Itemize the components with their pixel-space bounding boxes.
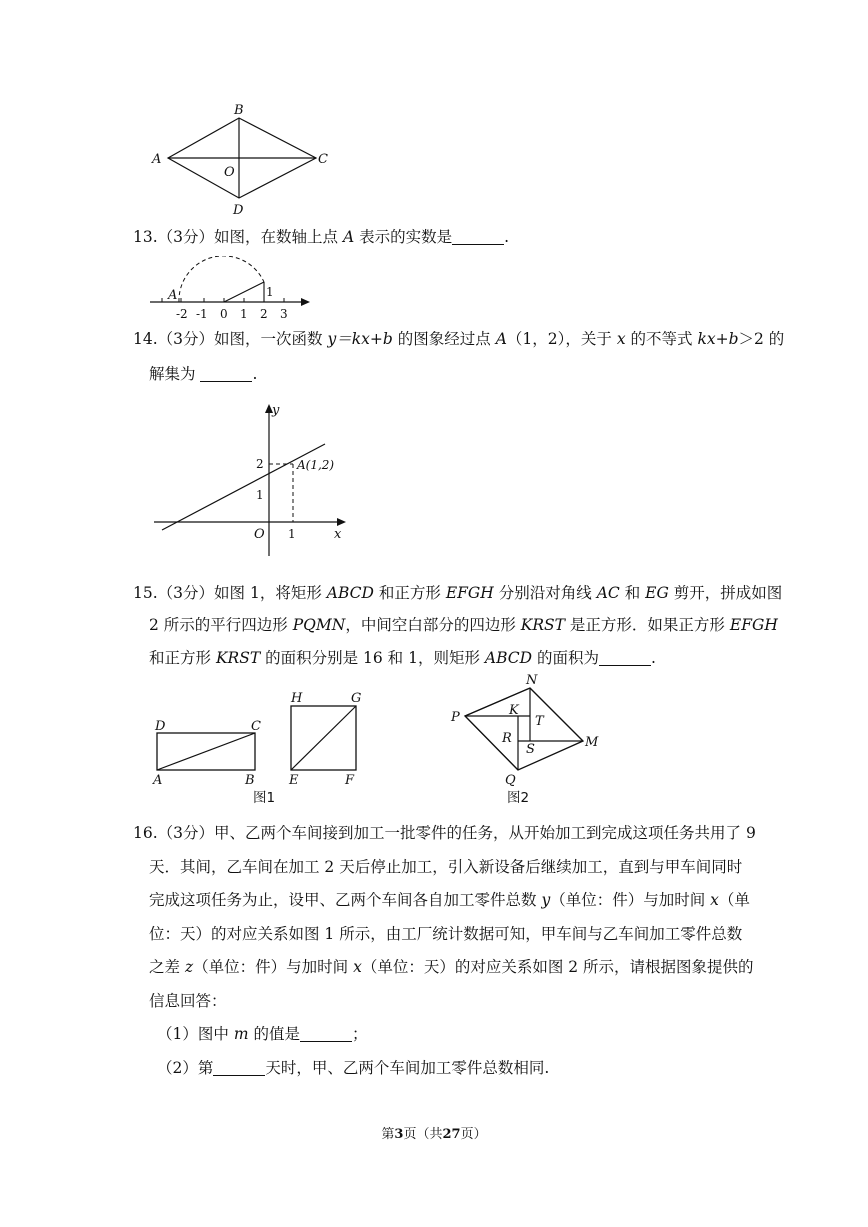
segment-name: AC: [596, 584, 620, 602]
rhombus-figure: [140, 100, 340, 220]
rhombus-label-c: C: [318, 152, 328, 167]
question-text: 解集为: [149, 365, 196, 383]
answer-blank[interactable]: [599, 650, 651, 666]
point-coords: （1，2）: [506, 330, 566, 348]
para-label-m: M: [585, 735, 599, 750]
question-number: 15.: [133, 584, 158, 602]
question-16-line5: [149, 956, 754, 978]
y-tick-label: 2: [256, 457, 264, 471]
question-number: 13.: [133, 228, 158, 246]
rhombus-label-d: D: [233, 203, 244, 218]
square-label-h: H: [291, 691, 303, 706]
question-16-sub2: [157, 1057, 549, 1079]
question-text: 表示的实数是: [359, 228, 453, 246]
tick-label: 0: [220, 307, 228, 320]
question-text: 和: [624, 584, 641, 602]
question-16-line4: [149, 923, 742, 945]
variable: x: [616, 330, 626, 348]
tick-label: 2: [260, 307, 268, 320]
shape-name: ABCD: [484, 649, 533, 667]
answer-blank[interactable]: [213, 1060, 265, 1076]
question-text: 的图象经过点: [397, 330, 491, 348]
para-label-k: K: [509, 703, 519, 718]
question-text: 天．其间，乙车间在加工 2 天后停止加工，引入新设备后继续加工，直到与甲车间同时: [149, 858, 743, 876]
question-end: .: [252, 365, 258, 383]
question-text: 之差: [149, 958, 181, 976]
question-text: 是正方形．如果正方形: [569, 616, 725, 634]
question-16-line6: [149, 990, 227, 1012]
question-text: 和正方形: [149, 649, 212, 667]
answer-blank[interactable]: [452, 229, 504, 245]
answer-blank[interactable]: [300, 1026, 352, 1042]
question-score: （3分）: [157, 330, 215, 348]
page-number: 3: [394, 1127, 404, 1142]
question-text: 剪开，拼成如图: [673, 584, 783, 602]
variable: m: [233, 1025, 249, 1043]
point-name: A: [495, 330, 507, 348]
question-score: （3分）: [157, 584, 215, 602]
page-footer: [0, 1123, 868, 1142]
question-14: [133, 328, 784, 350]
cut-and-rearrange-figure: [145, 672, 615, 812]
inequality-rest: ＞2 的: [738, 330, 785, 348]
tick-label: 3: [280, 307, 288, 320]
question-text: （单位：件）与加时间: [550, 891, 706, 909]
rect-label-b: B: [245, 773, 255, 788]
question-text: ，中间空白部分的四边形: [345, 616, 516, 634]
segment-name: EG: [645, 584, 669, 602]
question-score: （3分）: [157, 228, 215, 246]
number-line-figure: [148, 256, 318, 320]
question-text: （单: [718, 891, 750, 909]
shape-name: EFGH: [445, 584, 494, 602]
question-text: 和正方形: [378, 584, 441, 602]
footer-text: 页（共: [403, 1127, 443, 1142]
question-text: 的面积为: [537, 649, 600, 667]
linear-function-graph: [150, 398, 360, 560]
question-text: 天时，甲、乙两个车间加工零件总数相同.: [265, 1059, 550, 1077]
variable: x: [710, 891, 719, 909]
y-tick-label: 1: [256, 488, 264, 502]
shape-name: EFGH: [729, 616, 778, 634]
x-tick-label: 1: [288, 527, 296, 541]
para-label-r: R: [502, 731, 512, 746]
question-text: 的面积分别是 16 和 1，则矩形: [265, 649, 480, 667]
para-label-s: S: [526, 742, 535, 757]
footer-text: 页）: [460, 1127, 487, 1142]
question-16-line3: [149, 889, 750, 911]
question-number: 14.: [133, 330, 158, 348]
question-text: 如图 1，将矩形: [214, 584, 322, 602]
shape-name: KRST: [520, 616, 565, 634]
y-axis-label: y: [272, 403, 280, 418]
question-text: 2 所示的平行四边形: [149, 616, 288, 634]
question-text: 的值是: [253, 1025, 300, 1043]
question-text: 如图，一次函数: [214, 330, 323, 348]
question-text: （单位：天）的对应关系如图 2 所示，请根据图象提供的: [361, 958, 754, 976]
x-axis-label: x: [334, 527, 342, 542]
page-total: 27: [442, 1127, 461, 1142]
question-16: [133, 822, 756, 844]
rhombus-label-b: B: [234, 103, 244, 118]
point-name: A: [342, 228, 355, 246]
square-label-f: F: [345, 773, 355, 788]
question-number: 16.: [133, 824, 158, 842]
rhombus-label-o: O: [224, 165, 235, 180]
question-16-sub1: [157, 1023, 367, 1045]
question-text: 信息回答：: [149, 992, 227, 1010]
number-line-point-a: A: [168, 288, 178, 303]
tick-label: 1: [240, 307, 248, 320]
variable: x: [353, 958, 362, 976]
rect-label-c: C: [251, 719, 261, 734]
tick-label: -2: [176, 307, 188, 320]
question-text: 的不等式: [630, 330, 693, 348]
question-text: 如图，在数轴上点: [214, 228, 339, 246]
para-label-n: N: [526, 673, 538, 688]
question-text: （2）第: [157, 1059, 214, 1077]
question-13: [133, 226, 509, 248]
inequality: kx+b: [697, 330, 739, 348]
shape-name: ABCD: [326, 584, 374, 602]
shape-name: KRST: [215, 649, 261, 667]
variable: y: [541, 891, 551, 909]
question-15-line3: [149, 647, 656, 669]
triangle-side-label: 1: [266, 285, 274, 299]
origin-label: O: [254, 527, 265, 542]
shape-name: PQMN: [292, 616, 346, 634]
tick-label: -1: [196, 307, 208, 320]
figure-caption-2: 图2: [507, 790, 530, 806]
rect-label-d: D: [155, 719, 166, 734]
answer-blank[interactable]: [200, 366, 252, 382]
question-text: 分别沿对角线: [498, 584, 592, 602]
point-a-label: A(1,2): [297, 458, 335, 472]
question-text: 甲、乙两个车间接到加工一批零件的任务，从开始加工到完成这项任务共用了 9: [214, 824, 756, 842]
question-end: .: [651, 649, 656, 667]
question-14-line2: [149, 363, 257, 385]
question-end: .: [504, 228, 510, 246]
question-score: （3分）: [157, 824, 215, 842]
question-text: 完成这项任务为止，设甲、乙两个车间各自加工零件总数: [149, 891, 537, 909]
para-label-p: P: [451, 710, 460, 725]
footer-text: 第: [381, 1127, 395, 1142]
para-label-t: T: [535, 714, 544, 729]
square-label-g: G: [351, 691, 362, 706]
question-15-line2: [149, 614, 778, 636]
square-label-e: E: [289, 773, 299, 788]
rhombus-label-a: A: [152, 152, 162, 167]
question-text: （单位：件）与加时间: [193, 958, 349, 976]
question-16-line2: [149, 856, 742, 878]
question-15: [133, 582, 782, 604]
question-text: 位：天）的对应关系如图 1 所示，由工厂统计数据可知，甲车间与乙车间加工零件总数: [149, 925, 743, 943]
variable: z: [184, 958, 194, 976]
question-end: ；: [351, 1025, 368, 1043]
para-label-q: Q: [505, 773, 516, 788]
question-text: （1）图中: [157, 1025, 229, 1043]
function-formula: y＝kx+b: [327, 330, 393, 348]
question-text: ，关于: [565, 330, 612, 348]
rect-label-a: A: [153, 773, 163, 788]
figure-caption-1: 图1: [253, 790, 276, 806]
